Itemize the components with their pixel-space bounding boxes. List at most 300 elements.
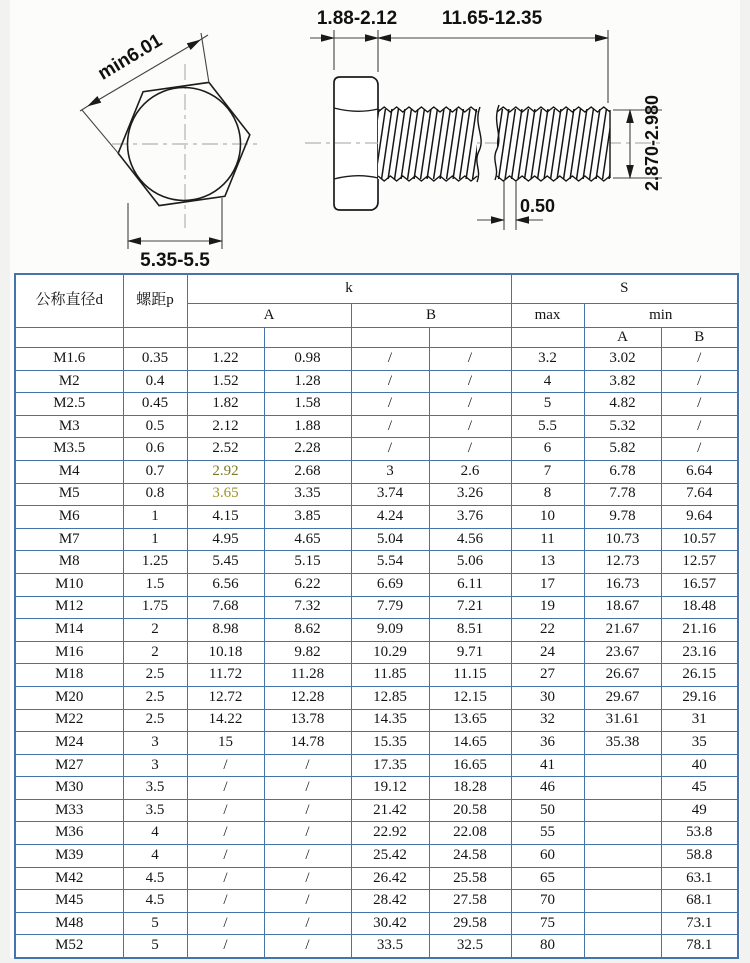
spec-cell: 2.5: [123, 709, 187, 732]
table-row: [15, 935, 738, 958]
spec-cell: 1.82: [187, 393, 264, 416]
spec-cell: 18.48: [661, 596, 738, 619]
spec-cell: 60: [511, 845, 584, 868]
header-k-a: A: [187, 304, 351, 328]
spec-cell: [584, 867, 661, 890]
spec-cell: 26.42: [351, 867, 429, 890]
spec-cell: /: [661, 348, 738, 371]
spec-cell: 5.54: [351, 551, 429, 574]
spec-cell: /: [429, 348, 511, 371]
spec-cell: 5: [511, 393, 584, 416]
spec-cell: 29.58: [429, 912, 511, 935]
spec-cell: 68.1: [661, 890, 738, 913]
table-row: [15, 709, 738, 732]
table-row: [15, 641, 738, 664]
spec-cell: 41: [511, 754, 584, 777]
spec-cell: /: [429, 370, 511, 393]
spec-cell: 25.42: [351, 845, 429, 868]
spec-cell: M4: [15, 460, 123, 483]
spec-cell: 17.35: [351, 754, 429, 777]
pitch-label: 0.50: [520, 196, 556, 216]
spec-cell: 22.08: [429, 822, 511, 845]
spec-cell: 8.98: [187, 619, 264, 642]
spec-cell: 35: [661, 732, 738, 755]
spec-cell: M45: [15, 890, 123, 913]
spec-cell: 1.75: [123, 596, 187, 619]
spec-cell: 0.98: [264, 348, 351, 371]
spec-cell: /: [351, 393, 429, 416]
spec-cell: 26.67: [584, 664, 661, 687]
spec-cell: 14.22: [187, 709, 264, 732]
spec-cell: 30.42: [351, 912, 429, 935]
spec-cell: 2: [123, 641, 187, 664]
header-k-b: B: [351, 304, 511, 328]
header-empty: [264, 328, 351, 348]
spec-cell: 4: [123, 822, 187, 845]
spec-cell: /: [264, 935, 351, 958]
spec-cell: 8: [511, 483, 584, 506]
hex-head-front-view: [80, 30, 258, 271]
spec-cell: 4.65: [264, 528, 351, 551]
spec-cell: 11.72: [187, 664, 264, 687]
spec-cell: 17: [511, 573, 584, 596]
spec-cell: 80: [511, 935, 584, 958]
table-row: [15, 867, 738, 890]
spec-cell: 16.73: [584, 573, 661, 596]
spec-cell: 20.58: [429, 799, 511, 822]
table-row: [15, 664, 738, 687]
spec-cell: /: [264, 845, 351, 868]
spec-cell: 49: [661, 799, 738, 822]
spec-cell: 26.15: [661, 664, 738, 687]
spec-cell: 6.11: [429, 573, 511, 596]
spec-cell: 12.28: [264, 686, 351, 709]
spec-cell: 9.78: [584, 506, 661, 529]
spec-cell: /: [187, 912, 264, 935]
spec-cell: 63.1: [661, 867, 738, 890]
table-row: [15, 799, 738, 822]
spec-cell: 7.21: [429, 596, 511, 619]
spec-cell: 30: [511, 686, 584, 709]
spec-cell: 6.56: [187, 573, 264, 596]
spec-cell: 29.16: [661, 686, 738, 709]
table-row: [15, 506, 738, 529]
spec-cell: 3: [351, 460, 429, 483]
spec-cell: /: [187, 935, 264, 958]
spec-cell: [584, 822, 661, 845]
table-row: [15, 415, 738, 438]
spec-cell: 4.15: [187, 506, 264, 529]
spec-cell: 0.5: [123, 415, 187, 438]
spec-cell: /: [264, 799, 351, 822]
spec-cell: 6.64: [661, 460, 738, 483]
spec-cell: 4.5: [123, 890, 187, 913]
spec-cell: 12.57: [661, 551, 738, 574]
spec-cell: 27: [511, 664, 584, 687]
spec-cell: 3.2: [511, 348, 584, 371]
spec-cell: 2.68: [264, 460, 351, 483]
header-empty: [429, 328, 511, 348]
spec-cell: 31.61: [584, 709, 661, 732]
spec-cell: 1.88: [264, 415, 351, 438]
spec-cell: 6.69: [351, 573, 429, 596]
spec-cell: 4.24: [351, 506, 429, 529]
dimension-shank-length: [378, 30, 608, 103]
spec-cell: 70: [511, 890, 584, 913]
shank-length-label: 11.65-12.35: [441, 8, 543, 29]
spec-cell: 13.78: [264, 709, 351, 732]
spec-cell: 10.57: [661, 528, 738, 551]
spec-cell: 4.95: [187, 528, 264, 551]
spec-cell: 19.12: [351, 777, 429, 800]
dimension-head-height: [310, 30, 378, 72]
spec-cell: /: [661, 393, 738, 416]
spec-cell: 7.68: [187, 596, 264, 619]
spec-cell: 2.28: [264, 438, 351, 461]
spec-cell: 18.28: [429, 777, 511, 800]
across-corners-label: min6.01: [94, 30, 166, 85]
spec-cell: M16: [15, 641, 123, 664]
spec-cell: 16.57: [661, 573, 738, 596]
spec-cell: 24: [511, 641, 584, 664]
spec-cell: M42: [15, 867, 123, 890]
spec-cell: 73.1: [661, 912, 738, 935]
spec-cell: 3.82: [584, 370, 661, 393]
spec-cell: 40: [661, 754, 738, 777]
spec-cell: 10.73: [584, 528, 661, 551]
spec-cell: 4: [511, 370, 584, 393]
spec-cell: 3.65: [187, 483, 264, 506]
spec-cell: 78.1: [661, 935, 738, 958]
spec-cell: 1.52: [187, 370, 264, 393]
spec-cell: 28.42: [351, 890, 429, 913]
header-empty: [15, 328, 123, 348]
spec-cell: 8.62: [264, 619, 351, 642]
spec-cell: [584, 799, 661, 822]
spec-cell: M14: [15, 619, 123, 642]
spec-cell: 21.67: [584, 619, 661, 642]
spec-cell: 7.79: [351, 596, 429, 619]
spec-cell: 58.8: [661, 845, 738, 868]
spec-cell: 1.5: [123, 573, 187, 596]
spec-cell: 6: [511, 438, 584, 461]
spec-cell: 2.6: [429, 460, 511, 483]
spec-cell: 1.22: [187, 348, 264, 371]
spec-cell: /: [187, 845, 264, 868]
spec-cell: /: [661, 370, 738, 393]
spec-cell: M18: [15, 664, 123, 687]
spec-cell: 11.28: [264, 664, 351, 687]
spec-cell: 3: [123, 754, 187, 777]
thread-hatch-left: [378, 109, 477, 179]
spec-cell: /: [187, 754, 264, 777]
spec-cell: 22.92: [351, 822, 429, 845]
spec-cell: 5.5: [511, 415, 584, 438]
spec-cell: 27.58: [429, 890, 511, 913]
spec-cell: 32: [511, 709, 584, 732]
spec-cell: 14.35: [351, 709, 429, 732]
table-row: [15, 777, 738, 800]
spec-cell: /: [264, 777, 351, 800]
spec-cell: 75: [511, 912, 584, 935]
spec-cell: M3: [15, 415, 123, 438]
spec-cell: 5: [123, 912, 187, 935]
spec-cell: M2: [15, 370, 123, 393]
spec-cell: /: [351, 370, 429, 393]
spec-cell: 1: [123, 506, 187, 529]
table-row: [15, 370, 738, 393]
spec-cell: 3.85: [264, 506, 351, 529]
table-row: [15, 393, 738, 416]
spec-cell: /: [187, 777, 264, 800]
spec-cell: 3: [123, 732, 187, 755]
spec-cell: 0.8: [123, 483, 187, 506]
spec-cell: 21.16: [661, 619, 738, 642]
spec-cell: /: [187, 822, 264, 845]
header-k: k: [187, 274, 511, 304]
spec-cell: M3.5: [15, 438, 123, 461]
bolt-side-view: [305, 8, 662, 230]
table-row: [15, 551, 738, 574]
spec-cell: 11.15: [429, 664, 511, 687]
header-diameter: 公称直径d: [15, 274, 123, 328]
spec-cell: 1.25: [123, 551, 187, 574]
spec-cell: 15.35: [351, 732, 429, 755]
spec-cell: 50: [511, 799, 584, 822]
spec-cell: 12.15: [429, 686, 511, 709]
spec-cell: 25.58: [429, 867, 511, 890]
spec-cell: M1.6: [15, 348, 123, 371]
header-pitch: 螺距p: [123, 274, 187, 328]
spec-cell: M5: [15, 483, 123, 506]
spec-cell: 1: [123, 528, 187, 551]
spec-cell: M30: [15, 777, 123, 800]
spec-cell: 7.32: [264, 596, 351, 619]
spec-cell: [584, 935, 661, 958]
spec-cell: 9.64: [661, 506, 738, 529]
spec-cell: [584, 754, 661, 777]
table-row: [15, 822, 738, 845]
spec-cell: /: [429, 438, 511, 461]
spec-cell: 10: [511, 506, 584, 529]
spec-cell: M20: [15, 686, 123, 709]
table-row: [15, 845, 738, 868]
spec-cell: 5.45: [187, 551, 264, 574]
spec-cell: 5.04: [351, 528, 429, 551]
spec-cell: M6: [15, 506, 123, 529]
header-empty: [511, 328, 584, 348]
spec-cell: /: [187, 890, 264, 913]
thread-hatch-right: [497, 109, 610, 179]
spec-cell: /: [264, 754, 351, 777]
spec-cell: M27: [15, 754, 123, 777]
spec-cell: [584, 890, 661, 913]
spec-cell: 2.5: [123, 664, 187, 687]
spec-cell: /: [187, 867, 264, 890]
spec-cell: 13.65: [429, 709, 511, 732]
spec-cell: 5: [123, 935, 187, 958]
head-height-label: 1.88-2.12: [316, 8, 398, 29]
spec-cell: 0.45: [123, 393, 187, 416]
header-empty: [187, 328, 264, 348]
spec-cell: 5.32: [584, 415, 661, 438]
spec-cell: 4.5: [123, 867, 187, 890]
spec-cell: [584, 912, 661, 935]
spec-cell: M39: [15, 845, 123, 868]
spec-cell: M33: [15, 799, 123, 822]
spec-cell: 12.85: [351, 686, 429, 709]
spec-cell: 2: [123, 619, 187, 642]
spec-cell: 7.78: [584, 483, 661, 506]
table-row: [15, 619, 738, 642]
spec-cell: /: [351, 438, 429, 461]
spec-cell: /: [264, 867, 351, 890]
spec-cell: M7: [15, 528, 123, 551]
spec-cell: 29.67: [584, 686, 661, 709]
spec-cell: 12.72: [187, 686, 264, 709]
spec-cell: 19: [511, 596, 584, 619]
header-row-1: [15, 274, 738, 304]
diameter-label: 2.870-2.980: [642, 94, 662, 192]
spec-cell: /: [264, 822, 351, 845]
spec-cell: 5.82: [584, 438, 661, 461]
spec-cell: 0.6: [123, 438, 187, 461]
dimension-across-flats: [128, 198, 222, 249]
header-s-min-b: B: [661, 328, 738, 348]
header-empty: [123, 328, 187, 348]
spec-cell: 3.74: [351, 483, 429, 506]
spec-table-header: [15, 274, 738, 348]
spec-cell: 36: [511, 732, 584, 755]
spec-cell: 2.92: [187, 460, 264, 483]
spec-cell: 5.15: [264, 551, 351, 574]
spec-cell: 3.5: [123, 777, 187, 800]
spec-table-body: [15, 348, 738, 959]
spec-cell: 1.28: [264, 370, 351, 393]
spec-cell: 55: [511, 822, 584, 845]
spec-cell: 3.35: [264, 483, 351, 506]
table-row: [15, 596, 738, 619]
table-row: [15, 732, 738, 755]
spec-cell: 11.85: [351, 664, 429, 687]
spec-cell: 3.26: [429, 483, 511, 506]
spec-cell: 11: [511, 528, 584, 551]
spec-cell: /: [264, 890, 351, 913]
spec-cell: /: [351, 348, 429, 371]
header-s-min-a: A: [584, 328, 661, 348]
spec-cell: /: [187, 799, 264, 822]
header-s-max: max: [511, 304, 584, 328]
spec-cell: 12.73: [584, 551, 661, 574]
spec-cell: 33.5: [351, 935, 429, 958]
spec-cell: 0.4: [123, 370, 187, 393]
spec-cell: 16.65: [429, 754, 511, 777]
break-line-left: [477, 107, 481, 182]
spec-cell: 9.82: [264, 641, 351, 664]
spec-cell: 31: [661, 709, 738, 732]
spec-cell: /: [351, 415, 429, 438]
spec-cell: 35.38: [584, 732, 661, 755]
spec-cell: /: [429, 393, 511, 416]
spec-cell: 3.76: [429, 506, 511, 529]
spec-cell: 2.12: [187, 415, 264, 438]
spec-cell: /: [661, 438, 738, 461]
spec-cell: M22: [15, 709, 123, 732]
spec-cell: 9.71: [429, 641, 511, 664]
spec-cell: 8.51: [429, 619, 511, 642]
spec-cell: M10: [15, 573, 123, 596]
spec-cell: /: [661, 415, 738, 438]
spec-cell: M2.5: [15, 393, 123, 416]
spec-cell: 23.67: [584, 641, 661, 664]
spec-cell: /: [264, 912, 351, 935]
spec-cell: 45: [661, 777, 738, 800]
spec-cell: 15: [187, 732, 264, 755]
spec-cell: 14.78: [264, 732, 351, 755]
spec-cell: 7.64: [661, 483, 738, 506]
spec-cell: [584, 845, 661, 868]
table-row: [15, 438, 738, 461]
spec-cell: 1.58: [264, 393, 351, 416]
spec-cell: [584, 777, 661, 800]
spec-cell: 14.65: [429, 732, 511, 755]
spec-cell: M8: [15, 551, 123, 574]
spec-cell: M52: [15, 935, 123, 958]
spec-cell: M36: [15, 822, 123, 845]
across-flats-label: 5.35-5.5: [140, 250, 210, 271]
spec-cell: 23.16: [661, 641, 738, 664]
spec-cell: 3.5: [123, 799, 187, 822]
table-row: [15, 573, 738, 596]
header-s: S: [511, 274, 738, 304]
spec-cell: 7: [511, 460, 584, 483]
spec-cell: 6.22: [264, 573, 351, 596]
table-row: [15, 460, 738, 483]
spec-cell: M24: [15, 732, 123, 755]
spec-cell: 24.58: [429, 845, 511, 868]
spec-cell: 2.52: [187, 438, 264, 461]
table-row: [15, 483, 738, 506]
spec-cell: 9.09: [351, 619, 429, 642]
table-row: [15, 348, 738, 371]
spec-cell: 5.06: [429, 551, 511, 574]
table-row: [15, 912, 738, 935]
spec-cell: 18.67: [584, 596, 661, 619]
spec-cell: 53.8: [661, 822, 738, 845]
table-row: [15, 686, 738, 709]
spec-cell: 2.5: [123, 686, 187, 709]
spec-cell: M12: [15, 596, 123, 619]
header-empty: [351, 328, 429, 348]
spec-cell: 21.42: [351, 799, 429, 822]
spec-cell: 10.29: [351, 641, 429, 664]
header-row-3: [15, 328, 738, 348]
table-row: [15, 890, 738, 913]
spec-cell: 6.78: [584, 460, 661, 483]
spec-cell: 10.18: [187, 641, 264, 664]
spec-cell: 32.5: [429, 935, 511, 958]
spec-table: [14, 273, 739, 959]
spec-cell: 65: [511, 867, 584, 890]
spec-cell: 0.7: [123, 460, 187, 483]
spec-cell: 4.56: [429, 528, 511, 551]
spec-cell: 4.82: [584, 393, 661, 416]
spec-cell: 13: [511, 551, 584, 574]
spec-cell: /: [429, 415, 511, 438]
bolt-technical-drawing: [0, 0, 750, 272]
spec-cell: 3.02: [584, 348, 661, 371]
spec-cell: 22: [511, 619, 584, 642]
